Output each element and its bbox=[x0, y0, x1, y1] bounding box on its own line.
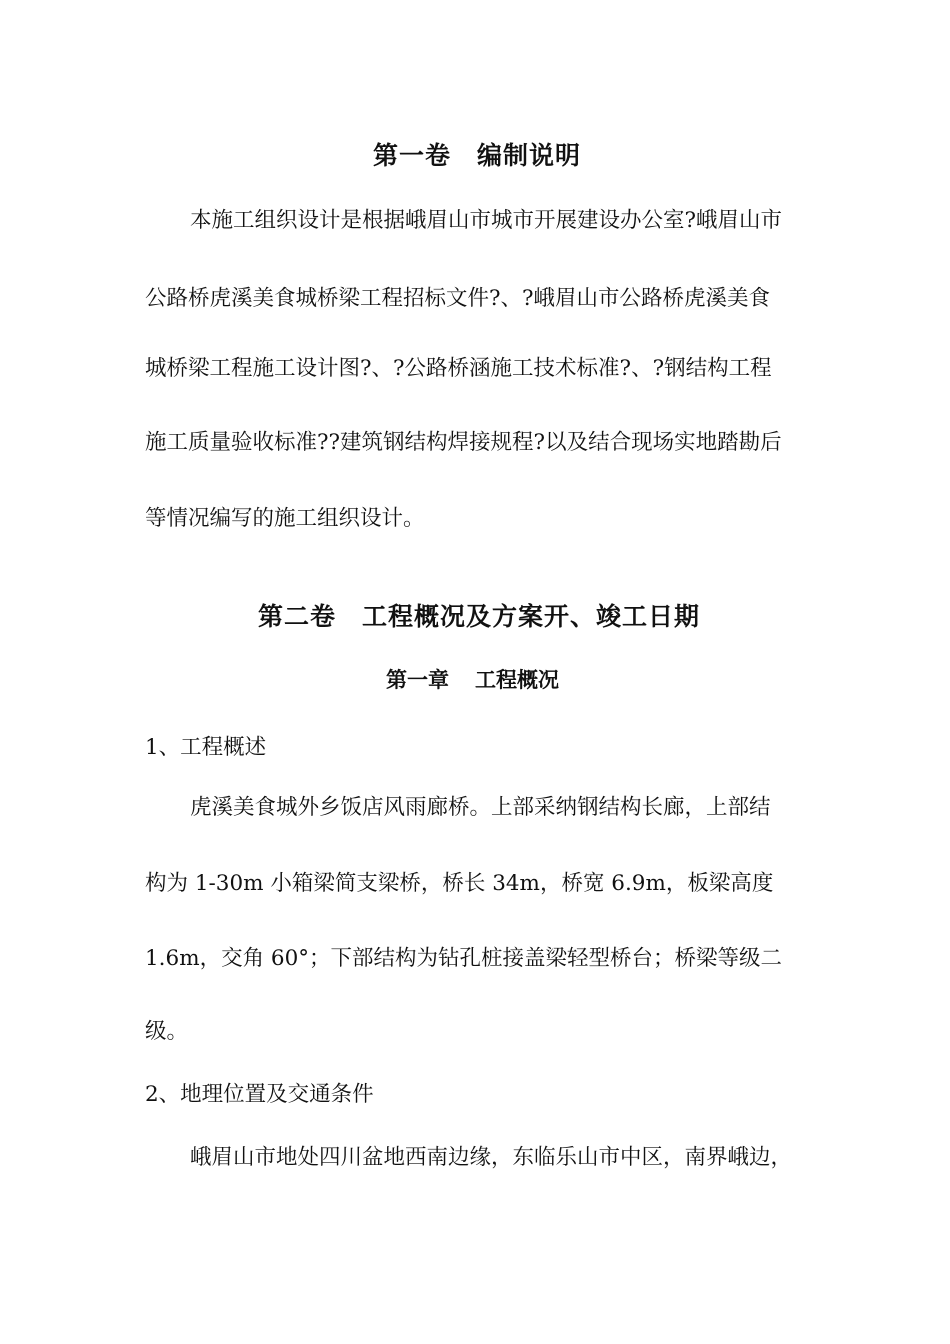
volume1-para-line: 施工质量验收标准??建筑钢结构焊接规程?以及结合现场实地踏勘后 bbox=[145, 430, 782, 455]
volume1-name: 编制说明 bbox=[477, 141, 582, 170]
section1-line: 虎溪美食城外乡饭店风雨廊桥。上部采纳钢结构长廊，上部结 bbox=[190, 795, 771, 820]
volume1-title bbox=[373, 136, 581, 172]
volume2-name: 工程概况及方案开、竣工日期 bbox=[362, 602, 701, 631]
chapter1-number: 第一章 bbox=[386, 667, 449, 692]
chapter1-name: 工程概况 bbox=[475, 667, 559, 692]
volume1-para-line: 公路桥虎溪美食城桥梁工程招标文件?、?峨眉山市公路桥虎溪美食 bbox=[145, 286, 771, 311]
section1-line: 1.6m，交角 60°；下部结构为钻孔桩接盖梁轻型桥台；桥梁等级二 bbox=[145, 946, 783, 971]
volume2-number: 第二卷 bbox=[258, 602, 337, 631]
volume1-para-line: 城桥梁工程施工设计图?、?公路桥涵施工技术标准?、?钢结构工程 bbox=[145, 356, 772, 381]
section1-heading: 1、工程概述 bbox=[145, 735, 267, 760]
section2-heading: 2、地理位置及交通条件 bbox=[145, 1082, 374, 1107]
volume1-para-line: 等情况编写的施工组织设计。 bbox=[145, 506, 425, 531]
section1-line: 级。 bbox=[145, 1019, 189, 1044]
volume2-title bbox=[258, 597, 700, 633]
volume1-para-line: 本施工组织设计是根据峨眉山市城市开展建设办公室?峨眉山市 bbox=[190, 208, 783, 233]
volume1-number: 第一卷 bbox=[373, 141, 452, 170]
section1-line: 构为 1-30m 小箱梁简支梁桥，桥长 34m，桥宽 6.9m，板梁高度 bbox=[145, 871, 774, 896]
section2-line: 峨眉山市地处四川盆地西南边缘，东临乐山市中区，南界峨边， bbox=[190, 1145, 793, 1170]
chapter1-title bbox=[386, 664, 559, 694]
